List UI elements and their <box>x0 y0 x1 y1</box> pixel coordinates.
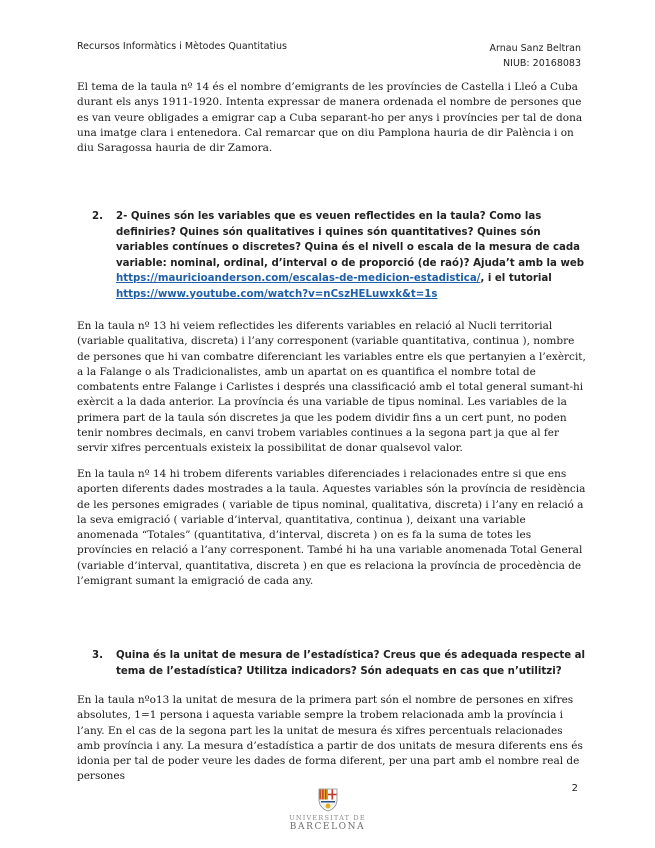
university-shield-icon <box>318 788 338 812</box>
university-logo <box>0 788 655 832</box>
answer-3-paragraph: En la taula nºo13 la unitat de mesura de la primera part són el nombre de persones en xifres absolutes, 1=1 persona i aquesta variable sempre la trobem relacionada amb la província i l’any. En el cas de la segona part les la unitat de mesura és xifres percentuals relacionades amb província i any. La mesura d’estadística a partir de dos unitats de mesura diferents ens és idonia per tal de poder veure les dades de forma diferent, per una part amb el nombre real de persones <box>77 694 583 783</box>
logo-line-1: UNIVERSITAT DE <box>289 814 366 822</box>
header-course-title: Recursos Informàtics i Mètodes Quantitatius <box>77 41 287 52</box>
answer-2-paragraph-1: En la taula nº 13 hi veiem reflectides les diferents variables en relació al Nucli territorial (variable qualitativa, discreta) i l’any corresponent (variable quantitativa, continua ), nombre de persones que hi van combatre diferenciant les variables entre els que pertanyien a l’exèrcit, a la Falange o als Tradicionalistes, amb un apartat on es quantifica el nombre total de combatents entre Falange i Carlistes i després una classificació amb el total general sumant-hi exèrcit a la dada anterior. La província és una variable de tipus nominal. Les variables de la primera part de la taula són discretes ja que les podem dividir fins a un cert punt, no poden tenir nombres decimals, en canvi trobem variables continues a la segona part ja que al fer servir xifres percentuals existeix la possibilitat de donar qualsevol valor. <box>77 320 586 455</box>
question-3-number: 3. <box>92 650 103 661</box>
escalas-medicion-link[interactable]: https://mauricioanderson.com/escalas-de-medicion-estadistica/ <box>116 273 481 284</box>
question-3-text: Quina és la unitat de mesura de l’estadística? Creus que és adequada respecte al tema de l’estadística? Utilitza indicadors? Són adequats en cas que n’utilitzi? <box>116 650 586 677</box>
question-3 <box>92 648 592 679</box>
question-2-connector: , i el tutorial <box>480 273 552 284</box>
question-2 <box>92 209 592 302</box>
question-2-number: 2. <box>92 211 103 222</box>
header-niub: NIUB: 20168083 <box>503 58 581 69</box>
logo-line-2: BARCELONA <box>289 822 366 832</box>
answer-2-paragraph-2: En la taula nº 14 hi trobem diferents variables diferenciades i relacionades entre si que ens aporten diferents dades mostrades a la taula. Aquestes variables són la província de residència de les persones emigrades ( variable de tipus nominal, qualitativa, discreta) i l’any en relació a la seva emigració ( variable d’interval, quantitativa, continua ), deixant una variable anomenada “Totales” (quantitativa, d’interval, discreta ) on es fa la suma de totes les províncies en relació a l’any corresponent. També hi ha una variable anomenada Total General (variable d’interval, quantitativa, discreta ) en que es relaciona la província de procedència de l’emigrant sumant la emigració de cada any. <box>77 468 586 588</box>
page-number: 2 <box>571 783 578 794</box>
question-2-body <box>116 209 592 302</box>
header-author-block <box>490 41 581 71</box>
intro-paragraph: El tema de la taula nº 14 és el nombre d’emigrants de les províncies de Castella i Lleó a Cuba durant els anys 1911-1920. Intenta expressar de manera ordenada el nombre de persones que es van veure obligades a emigrar cap a Cuba separant-ho per anys i províncies per tal de dona una imatge clara i entenedora. Cal remarcar que on diu Pamplona hauria de dir Palència i on diu Saragossa hauria de dir Zamora. <box>77 81 583 155</box>
question-2-text: 2- Quines són les variables que es veuen reflectides en la taula? Como las definiries? Quines són qualitatives i quines són quantitatives? Quines són variables contínues o discretes? Quina és el nivell o escala de la mesura de cada variable: nominal, ordinal, d’interval o de proporció (de raó)? Ajuda’t amb la web <box>116 211 585 269</box>
youtube-tutorial-link[interactable]: https://www.youtube.com/watch?v=nCszHELuwxk&t=1s <box>116 288 438 300</box>
header-author: Arnau Sanz Beltran <box>489 43 581 54</box>
